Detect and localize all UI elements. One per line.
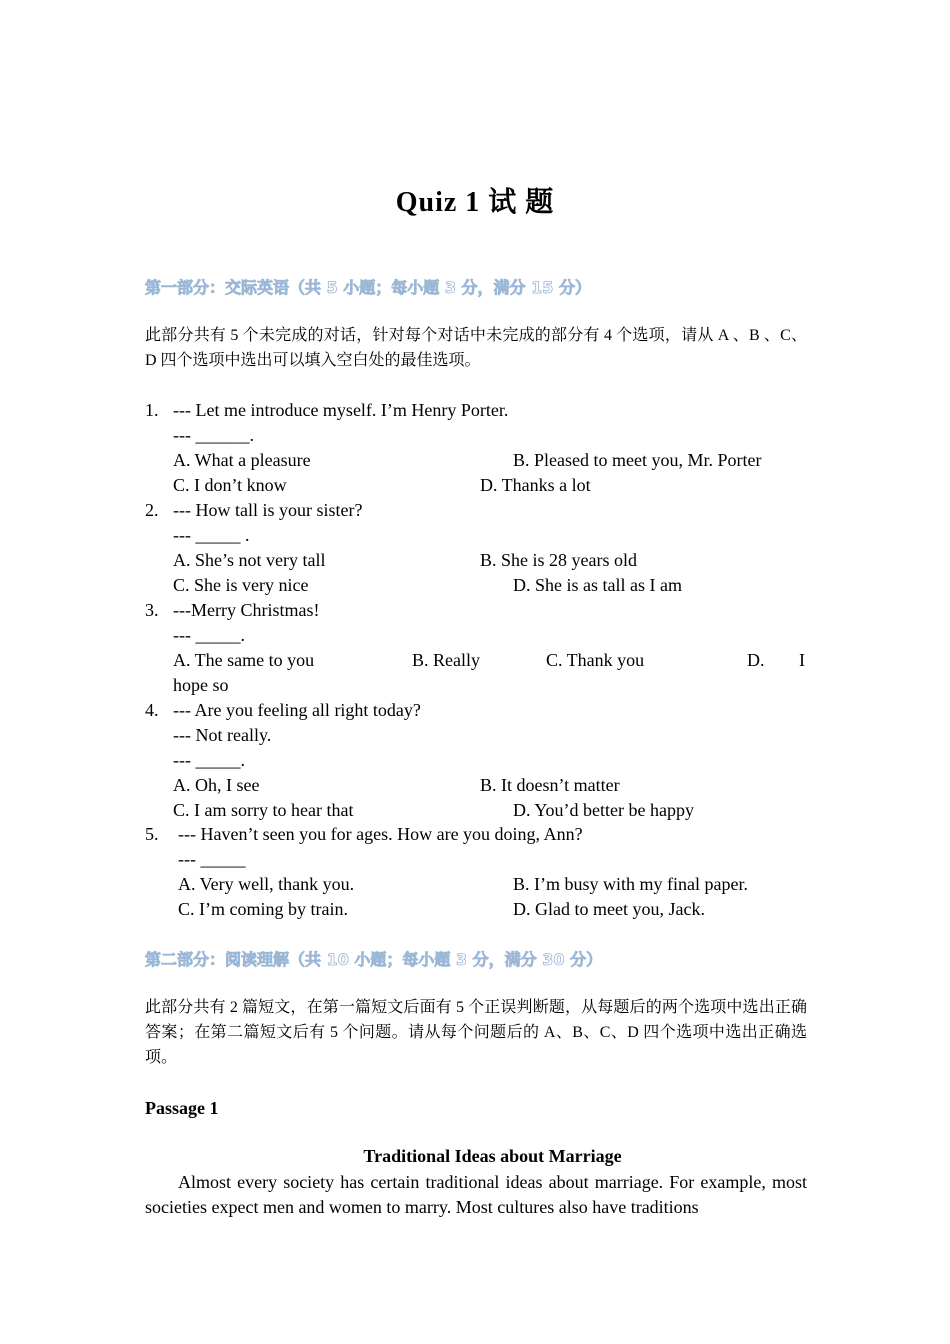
question-2-option-b: B. She is 28 years old [480,550,637,570]
question-4-prompt: --- Are you feeling all right today? [173,700,421,720]
passage-text: Almost every society has certain traditional ideas about marriage. For example, most societies expect men and women to marry. Most cultures also have traditions [145,1172,807,1217]
page-title: Quiz 1 试 题 [395,187,555,218]
question-1-prompt: --- Let me introduce myself. I’m Henry Porter. [173,400,509,420]
question-4-reply: --- Not really. [173,725,272,745]
question-3-blank: --- _____. [173,625,245,645]
part2-heading: 第二部分：阅读理解（共 10 小题；每小题 3 分，满分 30 分） [145,950,603,969]
question-2-blank: --- _____ . [173,525,250,545]
question-3-option-d-word: I [799,650,805,670]
question-1-option-c: C. I don’t know [173,475,287,495]
question-5-option-a: A. Very well, thank you. [178,874,355,894]
question-1-option-b: B. Pleased to meet you, Mr. Porter [513,450,762,470]
question-4-option-d: D. You’d better be happy [513,800,694,820]
question-2-option-d: D. She is as tall as I am [513,575,682,595]
passage-title: Traditional Ideas about Marriage [363,1146,622,1166]
question-5-number: 5. [145,824,159,844]
question-3-prompt: ---Merry Christmas! [173,600,320,620]
question-5-blank: --- _____ [178,849,246,869]
question-3-option-b: B. Really [412,650,480,670]
question-4-option-c: C. I am sorry to hear that [173,800,354,820]
question-4-blank: --- _____. [173,750,245,770]
question-5-option-d: D. Glad to meet you, Jack. [513,899,705,919]
question-1-option-d: D. Thanks a lot [480,475,591,495]
question-5-prompt: --- Haven’t seen you for ages. How are you doing, Ann? [178,824,583,844]
question-3-number: 3. [145,600,159,620]
question-3-option-a: A. The same to you [173,650,315,670]
question-4-option-b: B. It doesn’t matter [480,775,620,795]
question-3-option-d-letter: D. [747,650,765,670]
question-4-number: 4. [145,700,159,720]
passage-label: Passage 1 [145,1098,219,1118]
question-4-option-a: A. Oh, I see [173,775,260,795]
question-1-number: 1. [145,400,159,420]
question-1-blank: --- ______. [173,425,254,445]
question-2-prompt: --- How tall is your sister? [173,500,363,520]
part1-heading: 第一部分：交际英语（共 5 小题；每小题 3 分，满分 15 分） [145,278,591,297]
question-2-option-c: C. She is very nice [173,575,309,595]
question-3-option-d-rest: hope so [173,675,229,695]
question-2-number: 2. [145,500,159,520]
question-5-option-c: C. I’m coming by train. [178,899,348,919]
part2-instructions: 此部分共有 2 篇短文，在第一篇短文后面有 5 个正误判断题，从每题后的两个选项中选出正确答案；在第二篇短文后有 5 个问题。请从每个问题后的 A、B、C、D 四个选项中选出正确选项。 [145,999,807,1066]
question-1-option-a: A. What a pleasure [173,450,311,470]
question-5-option-b: B. I’m busy with my final paper. [513,874,748,894]
part1-instructions: 此部分共有 5 个未完成的对话，针对每个对话中未完成的部分有 4 个选项，请从 A 、B 、C、D 四个选项中选出可以填入空白处的最佳选项。 [145,327,807,369]
question-2-option-a: A. She’s not very tall [173,550,326,570]
question-3-option-c: C. Thank you [546,650,645,670]
